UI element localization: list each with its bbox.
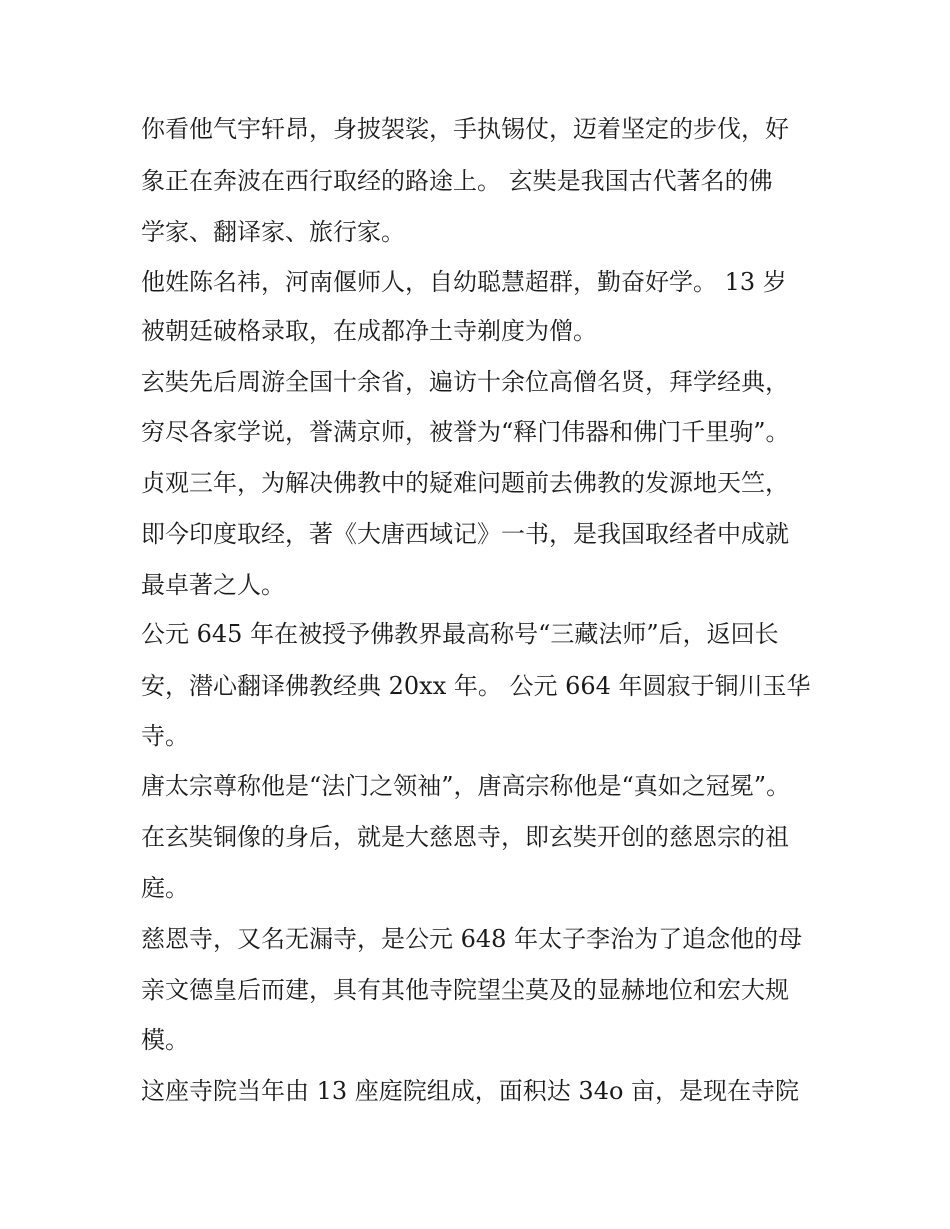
text-line-12: 安，潜心翻译佛教经典 20xx 年。 公元 664 年圆寂于铜川玉华 [141,672,811,700]
text-line-13: 寺。 [141,722,189,750]
text-line-5: 被朝廷破格录取，在成都净土寺剃度为僧。 [141,317,597,345]
text-line-3: 学家、翻译家、旅行家。 [141,218,405,246]
text-line-11: 公元 645 年在被授予佛教界最高称号“三藏法师”后，返回长 [141,620,779,648]
text-line-17: 慈恩寺，又名无漏寺，是公元 648 年太子李治为了追念他的母 [141,925,803,953]
text-line-6: 玄奘先后周游全国十余省，遍访十余位高僧名贤，拜学经典， [141,368,789,396]
text-line-19: 模。 [141,1026,189,1054]
text-line-18: 亲文德皇后而建，具有其他寺院望尘莫及的显赫地位和宏大规 [141,976,789,1004]
text-line-15: 在玄奘铜像的身后，就是大慈恩寺，即玄奘开创的慈恩宗的祖 [141,823,789,851]
text-line-10: 最卓著之人。 [141,571,285,599]
text-line-16: 庭。 [141,874,189,902]
text-line-8: 贞观三年，为解决佛教中的疑难问题前去佛教的发源地天竺， [141,469,789,497]
text-line-20: 这座寺院当年由 13 座庭院组成，面积达 34o 亩，是现在寺院 [141,1077,800,1105]
text-line-2: 象正在奔波在西行取经的路途上。 玄奘是我国古代著名的佛 [141,167,773,195]
text-line-7: 穷尽各家学说，誉满京师，被誉为“释门伟器和佛门千里驹”。 [141,418,790,446]
text-line-4: 他姓陈名祎，河南偃师人，自幼聪慧超群，勤奋好学。 13 岁 [141,268,787,296]
text-line-14: 唐太宗尊称他是“法门之领袖”，唐高宗称他是“真如之冠冕”。 [141,772,791,800]
text-line-1: 你看他气宇轩昂，身披袈裟，手执锡仗，迈着坚定的步伐，好 [141,115,789,143]
text-line-9: 即今印度取经，著《大唐西域记》一书，是我国取经者中成就 [141,520,789,548]
